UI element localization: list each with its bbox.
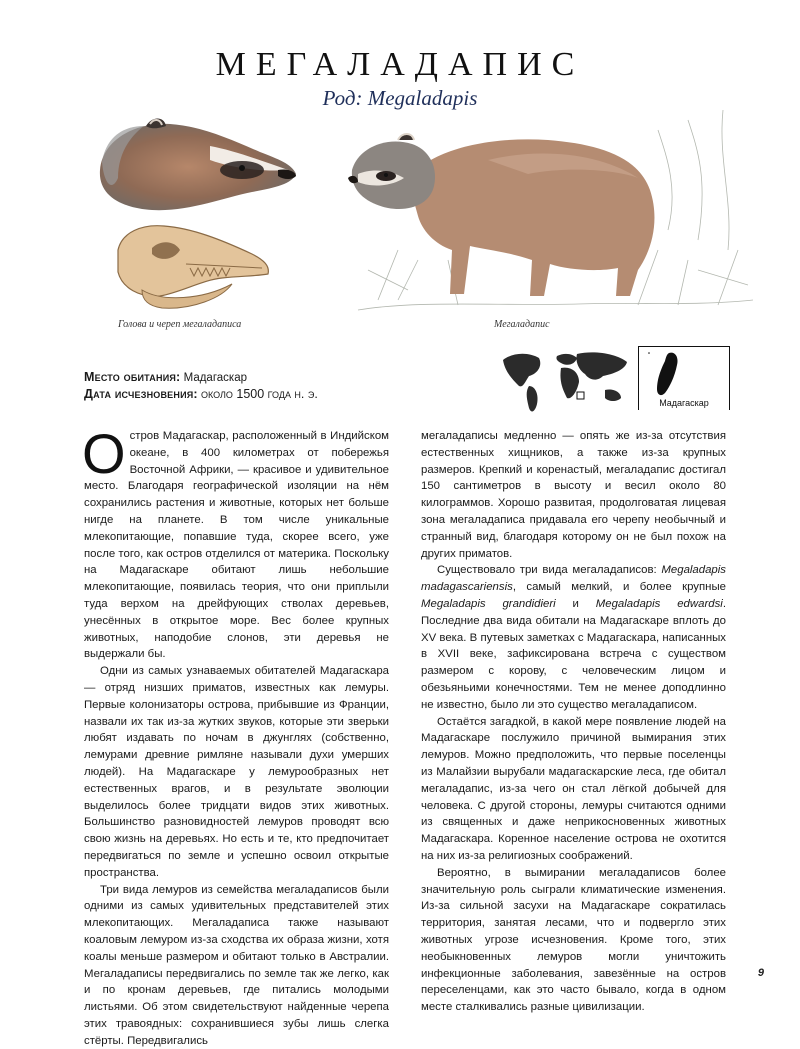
- dropcap-letter: О: [82, 422, 126, 485]
- paragraph: Три вида лемуров из семейства мегаладаписов были одними из самых удивительных представителей этих млекопитающих. Мегаладаписа также называют коаловым лемуром из-за сходства их образа жизни, хотя коалы меньше размером и обитают только в Австралии. Мегаладаписы передвигались по земле так же легко, как и по кронам деревьев, где питались молодыми листьями. Об этом свидетельствуют найденные черепа этих травоядных: сохранившиеся зубы лишь слегка стёрты. Передвигались: [84, 883, 389, 1047]
- text-column-left: [82, 422, 389, 1049]
- extinction-label: Дата исчезновения:: [84, 387, 198, 401]
- paragraph: Вероятно, в вымирании мегаладаписов более значительную роль сыграли климатические изменения. Из-за сильной засухи на Мадагаскаре сократилась территория, занятая лесами, что и подвергло этих животных угрозе исчезновения. Кроме того, этих необыкновенных лемуров могли уничтожить инфекционные заболевания, завезённые на остров переселенцами, как это часто бывало, когда в одном месте сталкивались разные цивилизации.: [421, 866, 726, 1014]
- paragraph: Остаётся загадкой, в какой мере появление людей на Мадагаскаре послужило причиной вымирания этих лемуров. Можно предположить, что первые поселенцы из Малайзии вырубали мадагаскарские леса, где обитал мегаладапис, из-за чего он стал лёгкой добычей для человека. С другой стороны, лемуры считаются одними из священных и даже неприкосновенных животных Мадагаскара. Коренное население острова не охотится на них из-за религиозных соображений.: [421, 715, 726, 862]
- habitat-value: Мадагаскар: [183, 372, 247, 384]
- lemur-skull-illustration: [112, 220, 272, 310]
- world-map: [499, 346, 632, 416]
- paragraph-text: стров Мадагаскар, расположенный в Индийском океане, в 400 километрах от побережья Восточной Африки, — красивое и удивительное место. Благодаря географической изоляции на нём сохранились растения и животные, которых нет больше нигде на планете. В том числе уникальные млекопитающие, попавшие туда, скорее всего, уже после того, как остров отделился от материка. Поскольку на Мадагаскаре обитают лишь небольшие млекопитающие, появилась теория, что они приплыли туда верхом на дрейфующих стволах деревьев, унесённых в открытое море. Вес более крупных животных, наподобие слонов, эти деревья не выдержали бы.: [84, 430, 389, 661]
- paragraph-text: , самый мелкий, и более крупные: [512, 581, 726, 594]
- extinction-row: [84, 386, 318, 403]
- paragraph: Одни из самых узнаваемых обитателей Мадагаскара — отряд низших приматов, известных как лемуры. Первые колонизаторы острова, прибывшие из Франции, назвали их так из-за жутких звуков, которые эти зверьки любят издавать по ночам в джунглях (собственно, лемурами древние римляне называли духи умерших людей). На Мадагаскаре у лемурообразных нет естественных врагов, и в результате эволюции выделилось более тридцати видов этих животных. Большинство разновидностей лемуров проводят всю свою жизнь на деревьях. Но есть и те, кто предпочитает передвигаться по земле и успешно освоил открытые пространства.: [84, 665, 389, 879]
- paragraph-text: Существовало три вида мегаладаписов:: [437, 564, 662, 577]
- species-name: Megaladapis madagascariensis: [421, 564, 726, 594]
- extinction-value: около 1500 года н. э.: [200, 387, 318, 401]
- paragraph: мегаладаписы медленно — опять же из-за отсутствия естественных хищников, а также из-за крупных размеров. Крепкий и коренастый, мегаладапис достигал 150 сантиметров в высоту и весил около 80 килограммов. Хорошо развитая, продолговатая лицевая зона мегаладаписа придавала его черепу необычный и странный вид, благодаря которому он не был похож на других приматов.: [421, 430, 726, 560]
- paragraph: [82, 422, 389, 663]
- caption-megaladapis: Мегаладапис: [494, 319, 550, 330]
- species-name: Megaladapis edwardsi: [595, 597, 723, 610]
- madagascar-map: [638, 346, 730, 410]
- lemur-head-illustration: [92, 112, 302, 222]
- paragraph-text: . Последние два вида обитали на Мадагаскаре вплоть до XV века. В путевых заметках с Мадагаскара, написанных в XVII веке, зафиксирована встреча с существом размером с корову, с человеческим лицом и обезьяньими конечностями. Тем не менее доподлинно не известно, было ли это существо мегаладаписом.: [421, 597, 726, 711]
- megaladapis-illustration: [338, 100, 753, 310]
- caption-head-skull: Голова и череп мегаладаписа: [118, 319, 242, 330]
- genus-subtitle: Род: Megaladapis: [322, 86, 478, 110]
- paragraph: [421, 562, 726, 713]
- page-number: 9: [757, 967, 764, 979]
- habitat-row: [84, 369, 318, 386]
- paragraph-text: и: [555, 597, 596, 610]
- madagascar-island-shape: [639, 347, 731, 399]
- map-label: Мадагаскар: [639, 397, 729, 410]
- page-title: МЕГАЛАДАПИС: [215, 46, 585, 83]
- facts-block: [84, 369, 318, 403]
- species-name: Megaladapis grandidieri: [421, 597, 556, 610]
- habitat-label: Место обитания:: [84, 370, 181, 384]
- text-column-right: [421, 428, 726, 1016]
